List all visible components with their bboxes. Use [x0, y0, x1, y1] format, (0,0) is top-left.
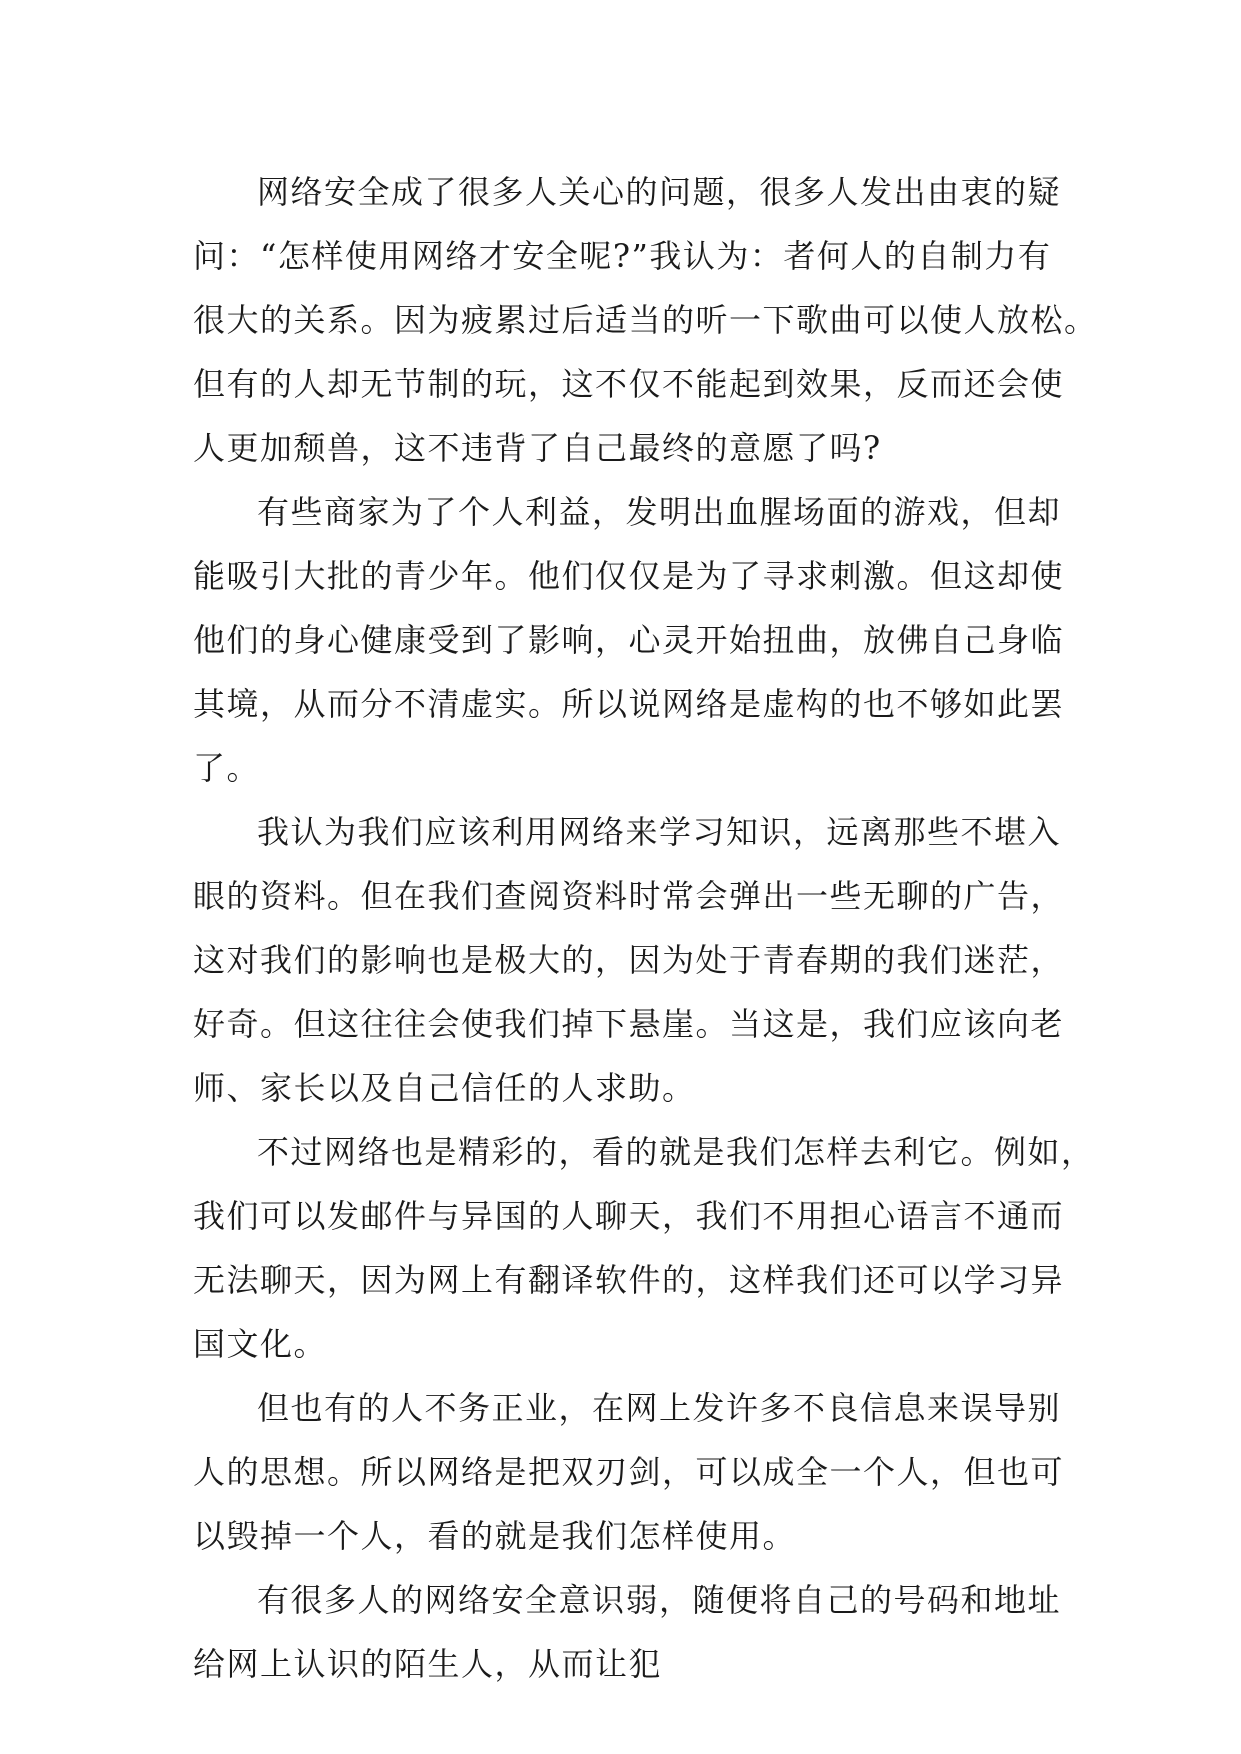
- text-line: 但也有的人不务正业，在网上发许多不良信息来误导别: [257, 1389, 1062, 1427]
- text-line: 但有的人却无节制的玩，这不仅不能起到效果，反而还会使: [193, 365, 1065, 403]
- text-line: 很大的关系。因为疲累过后适当的听一下歌曲可以使人放松。: [193, 301, 1098, 339]
- text-line: 了。: [193, 749, 261, 787]
- text-line: 眼的资料。但在我们查阅资料时常会弹出一些无聊的广告，: [193, 877, 1065, 915]
- text-line: 有些商家为了个人利益，发明出血腥场面的游戏，但却: [257, 493, 1062, 531]
- text-line: 能吸引大批的青少年。他们仅仅是为了寻求刺激。但这却使: [193, 557, 1065, 595]
- text-line: 我认为我们应该利用网络来学习知识，远离那些不堪入: [257, 813, 1062, 851]
- text-line: 他们的身心健康受到了影响，心灵开始扭曲，放佛自己身临: [193, 621, 1065, 659]
- text-line: 我们可以发邮件与异国的人聊天，我们不用担心语言不通而: [193, 1197, 1065, 1235]
- text-line: 人的思想。所以网络是把双刃剑，可以成全一个人，但也可: [193, 1453, 1065, 1491]
- text-line: 其境，从而分不清虚实。所以说网络是虚构的也不够如此罢: [193, 685, 1065, 723]
- text-line: 国文化。: [193, 1325, 328, 1363]
- text-line: 这对我们的影响也是极大的，因为处于青春期的我们迷茫，: [193, 941, 1065, 979]
- text-line: 好奇。但这往往会使我们掉下悬崖。当这是，我们应该向老: [193, 1005, 1065, 1043]
- text-line: 以毁掉一个人，看的就是我们怎样使用。: [193, 1517, 797, 1555]
- text-line: 问：“怎样使用网络才安全呢?”我认为：者何人的自制力有: [193, 237, 1052, 275]
- text-line: 无法聊天，因为网上有翻译软件的，这样我们还可以学习异: [193, 1261, 1065, 1299]
- text-line: 有很多人的网络安全意识弱，随便将自己的号码和地址: [257, 1581, 1062, 1619]
- text-line: 不过网络也是精彩的，看的就是我们怎样去利它。例如，: [257, 1133, 1095, 1171]
- text-line: 人更加颓兽，这不违背了自己最终的意愿了吗?: [193, 429, 882, 467]
- document-body: [193, 160, 1098, 1696]
- text-line: 给网上认识的陌生人，从而让犯: [193, 1645, 663, 1683]
- text-line: 网络安全成了很多人关心的问题，很多人发出由衷的疑: [257, 173, 1062, 211]
- text-line: 师、家长以及自己信任的人求助。: [193, 1069, 696, 1107]
